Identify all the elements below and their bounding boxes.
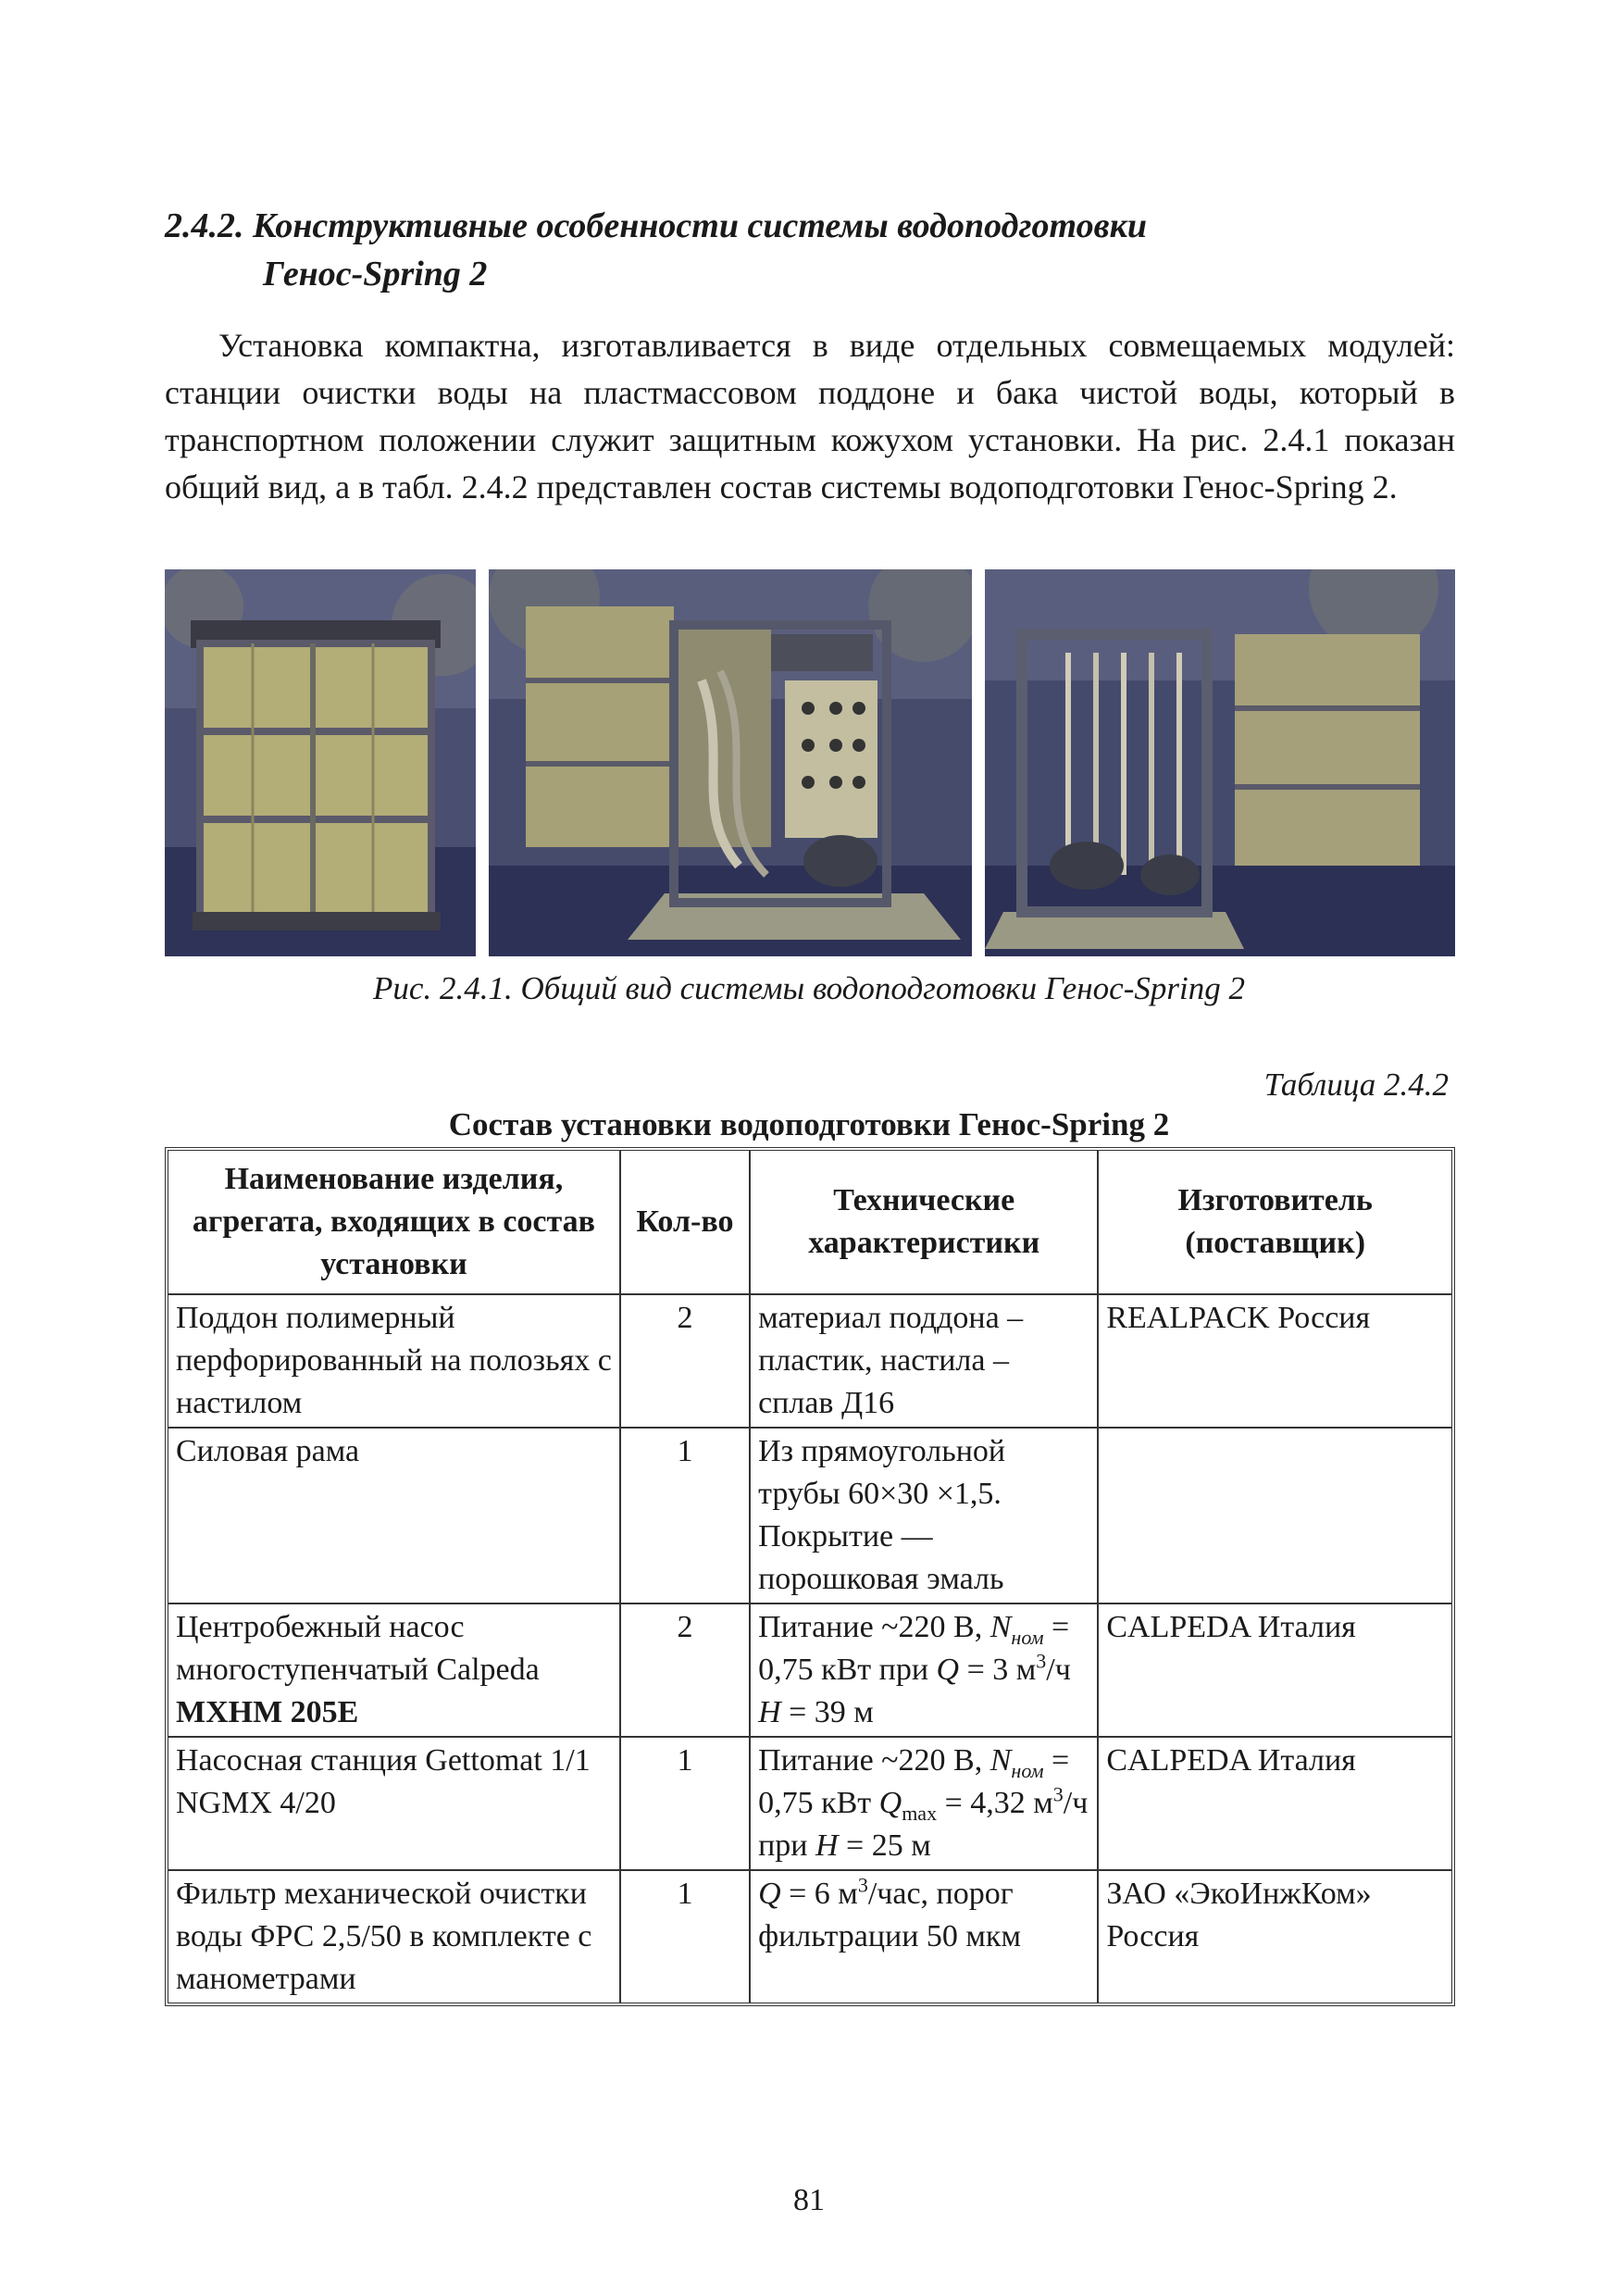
figure-caption: Рис. 2.4.1. Общий вид системы водоподготовки Генос-Spring 2 [373,970,1245,1006]
figure-photos [0,569,1618,956]
header-qty: Кол-во [621,1151,751,1295]
table-row [168,1295,1451,1429]
cell-maker: CALPEDA Италия [1099,1738,1451,1871]
table-label: Таблица 2.4.2 [1263,1067,1449,1103]
spec-h-symbol: H [758,1695,781,1729]
cell-specs [751,1604,1099,1738]
spec-q-val: = 6 м [789,1877,858,1911]
spec-sup3: 3 [1036,1649,1047,1673]
cell-name: Силовая рама [168,1429,621,1604]
spec-n-symbol: N [989,1610,1012,1644]
cell-name-text: Центробежный насос многоступенчатый Calpeda [176,1610,540,1687]
photo-water-tank [165,569,476,956]
cell-name [168,1604,621,1738]
table-row [168,1429,1451,1604]
cell-maker: ЗАО «ЭкоИнжКом» Россия [1106,1877,1372,1953]
cell-maker [1099,1429,1451,1604]
cell-name: Поддон полимерный перфорированный на полозьях с настилом [168,1295,621,1429]
cell-name: Фильтр механической очистки воды ФРС 2,5/50 в комплекте с манометрами [168,1871,621,2003]
spec-q-val: = 4,32 м [944,1786,1053,1820]
table-header-row [168,1151,1451,1295]
section-heading-line1: 2.4.2. Конструктивные особенности системы водоподготовки [165,206,1147,245]
spec-rest: /час, порог фильтрации 50 мкм [758,1877,1021,1953]
spec-per-hour: /ч [1046,1653,1071,1687]
spec-h-val: = 39 м [789,1695,874,1729]
spec-per-hour: /ч при [758,1786,1089,1863]
cell-qty: 2 [621,1295,751,1429]
header-name: Наименование изделия, агрегата, входящих в состав установки [168,1151,621,1295]
spec-q-symbol: Q [878,1786,902,1820]
section-heading [165,202,1461,298]
cell-specs: материал поддона – пластик, настила – сплав Д16 [751,1295,1099,1429]
header-specs: Технические характеристики [751,1151,1099,1295]
cell-specs [751,1738,1099,1871]
page-number: 81 [793,2183,825,2217]
spec-h-val: = 25 м [846,1828,931,1863]
photo-treatment-station [489,569,972,956]
cell-specs: Из прямоугольной трубы 60×30 ×1,5. Покрытие — порошковая эмаль [751,1429,1099,1604]
table-title: Состав установки водоподготовки Генос-Spring 2 [448,1106,1170,1142]
spec-n-sub: ном [1011,1758,1044,1782]
spec-eq1: = 0,75 кВт [758,1743,1070,1820]
spec-n-sub: ном [1011,1625,1044,1649]
cell-maker: CALPEDA Италия [1099,1604,1451,1738]
cell-specs [751,1871,1099,2003]
spec-sup3: 3 [1052,1782,1064,1806]
header-maker: Изготовитель (поставщик) [1099,1151,1451,1295]
intro-paragraph: Установка компактна, изготавливается в виде отдельных совмещаемых модулей: станции очистки воды на пластмассовом поддоне и бака чистой воды, который в транспортном положении служит защитным кожухом установки. На рис. 2.4.1 показан общий вид, а в табл. 2.4.2 представлен состав системы водоподготовки Генос-Spring 2. [165,327,1455,505]
spec-q-sub: max [902,1801,938,1825]
table-row [168,1738,1451,1871]
cell-qty: 1 [621,1738,751,1871]
cell-maker: REALPACK Россия [1099,1295,1451,1429]
spec-q-symbol: Q [936,1653,960,1687]
spec-eq1: = 0,75 кВт при [758,1610,1070,1687]
table-row [168,1604,1451,1738]
section-heading-line2: Генос-Spring 2 [263,255,488,293]
table-row [168,1871,1451,2003]
cell-qty: 2 [621,1604,751,1738]
spec-sup3: 3 [857,1873,868,1897]
cell-qty: 1 [621,1429,751,1604]
spec-n-symbol: N [989,1743,1012,1778]
composition-table [165,1147,1455,2006]
photo-station-and-tank [985,569,1455,956]
spec-q-symbol: Q [758,1877,781,1911]
cell-name-model: MXHM 205E [176,1695,359,1729]
spec-q-val: = 3 м [966,1653,1037,1687]
cell-name: Насосная станция Gettomat 1/1 NGMX 4/20 [168,1738,621,1871]
spec-power: Питание ~220 В, [758,1610,983,1644]
spec-h-symbol: H [815,1828,839,1863]
cell-qty: 1 [621,1871,751,2003]
spec-power: Питание ~220 В, [758,1743,983,1778]
